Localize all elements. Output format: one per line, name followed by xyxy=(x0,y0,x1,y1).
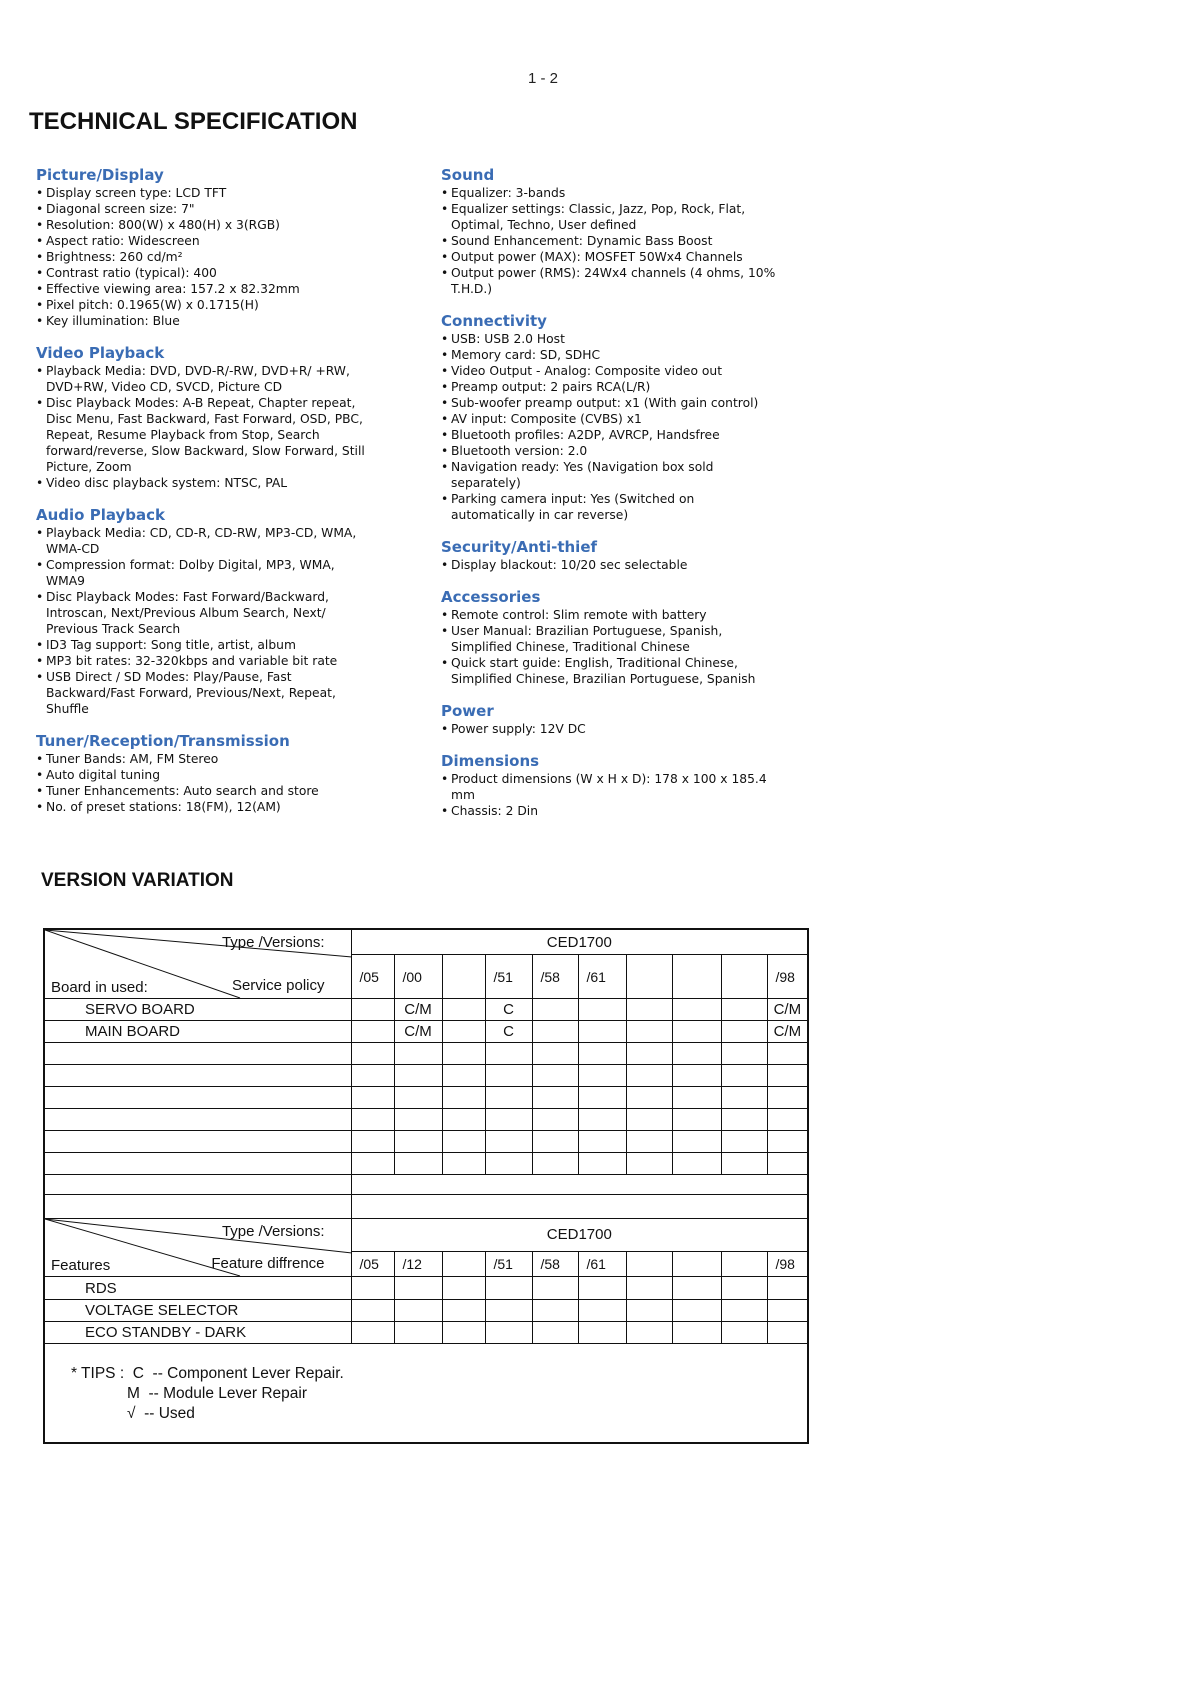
table-row xyxy=(44,1322,808,1344)
version-header xyxy=(672,955,721,999)
spec-item: • Quick start guide: English, Traditional Chinese, Simplified Chinese, Brazilian Portuguese, Spanish xyxy=(441,655,781,687)
table-cell xyxy=(626,1322,672,1344)
spec-item: • AV input: Composite (CVBS) x1 xyxy=(441,411,781,427)
version-header xyxy=(721,955,767,999)
spec-item: • Remote control: Slim remote with battery xyxy=(441,607,781,623)
spec-item: • Output power (MAX): MOSFET 50Wx4 Channels xyxy=(441,249,781,265)
table-cell xyxy=(485,1277,532,1300)
version-variation-title: VERSION VARIATION xyxy=(41,870,234,891)
empty-cell xyxy=(485,1109,532,1131)
spec-list xyxy=(36,751,366,815)
spec-section xyxy=(36,506,366,717)
table-row xyxy=(44,1277,808,1300)
spec-section xyxy=(441,752,781,819)
table-row xyxy=(44,1087,808,1109)
table-row xyxy=(44,1043,808,1065)
empty-cell xyxy=(442,1153,485,1175)
version-header xyxy=(626,955,672,999)
empty-cell xyxy=(351,1087,394,1109)
empty-cell xyxy=(767,1153,808,1175)
empty-cell xyxy=(44,1175,351,1195)
empty-cell xyxy=(394,1109,442,1131)
empty-cell xyxy=(394,1043,442,1065)
empty-cell xyxy=(485,1043,532,1065)
spec-column-left xyxy=(36,166,366,830)
page-number: 1 - 2 xyxy=(528,70,559,87)
empty-cell xyxy=(351,1153,394,1175)
empty-cell xyxy=(626,1065,672,1087)
spec-list xyxy=(441,607,781,687)
spec-item: • ID3 Tag support: Song title, artist, album xyxy=(36,637,366,653)
empty-cell xyxy=(672,1153,721,1175)
empty-cell xyxy=(532,1087,578,1109)
empty-cell xyxy=(485,1087,532,1109)
empty-cell xyxy=(532,1109,578,1131)
table-row xyxy=(44,999,808,1021)
table-cell xyxy=(721,1300,767,1322)
spec-item: • Sound Enhancement: Dynamic Bass Boost xyxy=(441,233,781,249)
empty-merged-cell xyxy=(351,1195,808,1219)
version-header: /58 xyxy=(532,1251,578,1276)
empty-cell xyxy=(767,1043,808,1065)
spec-item: • MP3 bit rates: 32-320kbps and variable bit rate xyxy=(36,653,366,669)
table-cell: C xyxy=(485,999,532,1021)
spec-item: • Display screen type: LCD TFT xyxy=(36,185,366,201)
empty-cell xyxy=(578,1131,626,1153)
tips-line: √ -- Used xyxy=(71,1405,195,1422)
model-name: CED1700 xyxy=(351,1219,808,1252)
spec-list xyxy=(36,363,366,491)
section-heading: Picture/Display xyxy=(36,166,164,184)
version-header xyxy=(721,1251,767,1276)
row-label: SERVO BOARD xyxy=(44,999,351,1021)
empty-cell xyxy=(44,1087,351,1109)
spec-item: • No. of preset stations: 18(FM), 12(AM) xyxy=(36,799,366,815)
table-cell xyxy=(672,1277,721,1300)
table-cell xyxy=(721,1277,767,1300)
spec-section xyxy=(441,312,781,523)
table-cell: C/M xyxy=(767,1021,808,1043)
version-header: /51 xyxy=(485,1251,532,1276)
table-cell xyxy=(672,1322,721,1344)
empty-cell xyxy=(351,1131,394,1153)
table-row xyxy=(44,1344,808,1443)
empty-cell xyxy=(672,1065,721,1087)
section-heading: Tuner/Reception/Transmission xyxy=(36,732,290,750)
table-cell xyxy=(485,1300,532,1322)
table-cell xyxy=(394,1277,442,1300)
empty-cell xyxy=(44,1043,351,1065)
spec-item: • Sub-woofer preamp output: x1 (With gain control) xyxy=(441,395,781,411)
table-row xyxy=(44,1065,808,1087)
spec-item: • Playback Media: CD, CD-R, CD-RW, MP3-CD, WMA, WMA-CD xyxy=(36,525,366,557)
table-cell xyxy=(351,1300,394,1322)
empty-cell xyxy=(626,1043,672,1065)
table-row xyxy=(44,1195,808,1219)
table-cell: C xyxy=(485,1021,532,1043)
empty-cell xyxy=(626,1131,672,1153)
table-cell xyxy=(394,1300,442,1322)
table-cell xyxy=(626,1021,672,1043)
table-cell xyxy=(394,1322,442,1344)
empty-cell xyxy=(44,1153,351,1175)
model-name: CED1700 xyxy=(351,929,808,955)
table-cell xyxy=(721,999,767,1021)
spec-list xyxy=(441,771,781,819)
spec-item: • Disc Playback Modes: A-B Repeat, Chapter repeat, Disc Menu, Fast Backward, Fast Forward, OSD, PBC, Repeat, Resume Playback from Stop, Search forward/reverse, Slow Backward, Slow Forward, Still Picture, Zoom xyxy=(36,395,366,475)
spec-item: • Chassis: 2 Din xyxy=(441,803,781,819)
spec-list xyxy=(36,525,366,717)
tips-line: * TIPS : C -- Component Lever Repair. xyxy=(71,1365,344,1382)
table-cell xyxy=(578,1021,626,1043)
table-cell xyxy=(578,1300,626,1322)
empty-cell xyxy=(442,1109,485,1131)
table-row xyxy=(44,1219,808,1252)
spec-item: • Playback Media: DVD, DVD-R/-RW, DVD+R/ +RW, DVD+RW, Video CD, SVCD, Picture CD xyxy=(36,363,366,395)
spec-item: • Bluetooth version: 2.0 xyxy=(441,443,781,459)
version-header: /98 xyxy=(767,1251,808,1276)
spec-item: • Pixel pitch: 0.1965(W) x 0.1715(H) xyxy=(36,297,366,313)
spec-item: • Equalizer settings: Classic, Jazz, Pop, Rock, Flat, Optimal, Techno, User defined xyxy=(441,201,781,233)
spec-item: • Resolution: 800(W) x 480(H) x 3(RGB) xyxy=(36,217,366,233)
table-cell xyxy=(767,1277,808,1300)
spec-item: • Brightness: 260 cd/m² xyxy=(36,249,366,265)
spec-item: • Parking camera input: Yes (Switched on automatically in car reverse) xyxy=(441,491,781,523)
table-cell: C/M xyxy=(394,999,442,1021)
spec-item: • Video disc playback system: NTSC, PAL xyxy=(36,475,366,491)
version-header: /98 xyxy=(767,955,808,999)
table-cell xyxy=(767,1322,808,1344)
empty-cell xyxy=(721,1109,767,1131)
table-cell xyxy=(672,999,721,1021)
version-header: /05 xyxy=(351,1251,394,1276)
version-header: /12 xyxy=(394,1251,442,1276)
spec-item: • Display blackout: 10/20 sec selectable xyxy=(441,557,781,573)
empty-cell xyxy=(532,1131,578,1153)
column-header-label: Service policy xyxy=(231,977,325,994)
table-row xyxy=(44,1153,808,1175)
empty-cell xyxy=(44,1131,351,1153)
table-cell xyxy=(672,1300,721,1322)
empty-cell xyxy=(394,1153,442,1175)
empty-cell xyxy=(485,1131,532,1153)
empty-merged-cell xyxy=(351,1175,808,1195)
table-cell xyxy=(351,1277,394,1300)
spec-section xyxy=(441,588,781,687)
table-cell xyxy=(485,1322,532,1344)
empty-cell xyxy=(578,1043,626,1065)
spec-list xyxy=(441,721,781,737)
empty-cell xyxy=(578,1087,626,1109)
spec-item: • Output power (RMS): 24Wx4 channels (4 ohms, 10% T.H.D.) xyxy=(441,265,781,297)
table-cell xyxy=(351,999,394,1021)
table-row xyxy=(44,1175,808,1195)
version-header xyxy=(442,1251,485,1276)
empty-cell xyxy=(721,1043,767,1065)
empty-cell xyxy=(626,1087,672,1109)
empty-cell xyxy=(442,1131,485,1153)
type-versions-label: Type /Versions: xyxy=(221,1223,325,1240)
empty-cell xyxy=(672,1131,721,1153)
page-title: TECHNICAL SPECIFICATION xyxy=(29,108,358,135)
table-cell xyxy=(626,1300,672,1322)
tips-line: M -- Module Lever Repair xyxy=(71,1385,308,1402)
section-heading: Connectivity xyxy=(441,312,547,330)
spec-list xyxy=(441,557,781,573)
section-heading: Dimensions xyxy=(441,752,540,770)
empty-cell xyxy=(394,1131,442,1153)
table-cell xyxy=(626,999,672,1021)
spec-column-right xyxy=(441,166,781,834)
type-versions-label: Type /Versions: xyxy=(221,934,325,951)
empty-cell xyxy=(394,1087,442,1109)
empty-cell xyxy=(721,1153,767,1175)
empty-cell xyxy=(351,1043,394,1065)
version-header: /00 xyxy=(394,955,442,999)
table-cell xyxy=(532,1021,578,1043)
table-cell xyxy=(672,1021,721,1043)
empty-cell xyxy=(767,1109,808,1131)
section-heading: Accessories xyxy=(441,588,541,606)
empty-cell xyxy=(721,1131,767,1153)
empty-cell xyxy=(721,1087,767,1109)
spec-section xyxy=(441,702,781,737)
version-header xyxy=(442,955,485,999)
tips-cell xyxy=(44,1344,808,1443)
row-label: ECO STANDBY - DARK xyxy=(44,1322,351,1344)
spec-item: • Video Output - Analog: Composite video out xyxy=(441,363,781,379)
empty-cell xyxy=(672,1043,721,1065)
version-header xyxy=(672,1251,721,1276)
empty-cell xyxy=(626,1109,672,1131)
version-header: /61 xyxy=(578,1251,626,1276)
empty-cell xyxy=(721,1065,767,1087)
spec-item: • USB Direct / SD Modes: Play/Pause, Fast Backward/Fast Forward, Previous/Next, Repeat, Shuffle xyxy=(36,669,366,717)
section-heading: Sound xyxy=(441,166,495,184)
table-cell xyxy=(578,1277,626,1300)
table-row xyxy=(44,929,808,955)
table-cell xyxy=(532,999,578,1021)
empty-cell xyxy=(44,1109,351,1131)
spec-item: • Navigation ready: Yes (Navigation box sold separately) xyxy=(441,459,781,491)
spec-item: • Memory card: SD, SDHC xyxy=(441,347,781,363)
spec-item: • Compression format: Dolby Digital, MP3, WMA, WMA9 xyxy=(36,557,366,589)
spec-item: • User Manual: Brazilian Portuguese, Spanish, Simplified Chinese, Traditional Chinese xyxy=(441,623,781,655)
table-cell xyxy=(442,1277,485,1300)
table-cell xyxy=(626,1277,672,1300)
empty-cell xyxy=(351,1065,394,1087)
table-cell xyxy=(721,1021,767,1043)
spec-section xyxy=(36,732,366,815)
section-heading: Power xyxy=(441,702,494,720)
empty-cell xyxy=(442,1087,485,1109)
empty-cell xyxy=(672,1087,721,1109)
spec-item: • Power supply: 12V DC xyxy=(441,721,781,737)
version-header: /51 xyxy=(485,955,532,999)
table-cell: C/M xyxy=(767,999,808,1021)
spec-item: • USB: USB 2.0 Host xyxy=(441,331,781,347)
empty-cell xyxy=(767,1131,808,1153)
empty-cell xyxy=(485,1065,532,1087)
spec-item: • Tuner Enhancements: Auto search and store xyxy=(36,783,366,799)
empty-cell xyxy=(767,1065,808,1087)
diagonal-header-cell xyxy=(44,929,351,999)
empty-cell xyxy=(626,1153,672,1175)
spec-section xyxy=(36,344,366,491)
empty-cell xyxy=(767,1087,808,1109)
empty-cell xyxy=(44,1195,351,1219)
table-cell xyxy=(442,1300,485,1322)
empty-cell xyxy=(578,1065,626,1087)
section-heading: Audio Playback xyxy=(36,506,165,524)
empty-cell xyxy=(351,1109,394,1131)
version-header xyxy=(626,1251,672,1276)
section-heading: Security/Anti-thief xyxy=(441,538,598,556)
table-cell xyxy=(532,1300,578,1322)
spec-list xyxy=(441,185,781,297)
spec-item: • Key illumination: Blue xyxy=(36,313,366,329)
spec-list xyxy=(36,185,366,329)
empty-cell xyxy=(442,1043,485,1065)
spec-item: • Bluetooth profiles: A2DP, AVRCP, Handsfree xyxy=(441,427,781,443)
spec-section xyxy=(441,538,781,573)
table-cell xyxy=(721,1322,767,1344)
spec-item: • Diagonal screen size: 7" xyxy=(36,201,366,217)
empty-cell xyxy=(442,1065,485,1087)
table-cell xyxy=(532,1277,578,1300)
table-row xyxy=(44,1131,808,1153)
spec-item: • Contrast ratio (typical): 400 xyxy=(36,265,366,281)
diagonal-header-cell xyxy=(44,1219,351,1277)
spec-item: • Effective viewing area: 157.2 x 82.32mm xyxy=(36,281,366,297)
spec-item: • Preamp output: 2 pairs RCA(L/R) xyxy=(441,379,781,395)
empty-cell xyxy=(532,1065,578,1087)
spec-item: • Aspect ratio: Widescreen xyxy=(36,233,366,249)
table-row xyxy=(44,1109,808,1131)
row-header-label: Board in used: xyxy=(51,979,148,996)
spec-item: • Disc Playback Modes: Fast Forward/Backward, Introscan, Next/Previous Album Search, Next/ Previous Track Search xyxy=(36,589,366,637)
empty-cell xyxy=(485,1153,532,1175)
table-cell xyxy=(442,1021,485,1043)
row-label: RDS xyxy=(44,1277,351,1300)
version-variation-table xyxy=(43,928,809,1444)
spec-item: • Tuner Bands: AM, FM Stereo xyxy=(36,751,366,767)
spec-section xyxy=(36,166,366,329)
version-header: /05 xyxy=(351,955,394,999)
table-cell xyxy=(351,1021,394,1043)
table-cell xyxy=(578,1322,626,1344)
empty-cell xyxy=(532,1153,578,1175)
table-row xyxy=(44,1021,808,1043)
table-cell xyxy=(442,999,485,1021)
spec-section xyxy=(441,166,781,297)
empty-cell xyxy=(578,1109,626,1131)
spec-item: • Auto digital tuning xyxy=(36,767,366,783)
table-cell xyxy=(578,999,626,1021)
table-cell xyxy=(532,1322,578,1344)
spec-item: • Product dimensions (W x H x D): 178 x 100 x 185.4 mm xyxy=(441,771,781,803)
version-header: /58 xyxy=(532,955,578,999)
empty-cell xyxy=(394,1065,442,1087)
row-label: MAIN BOARD xyxy=(44,1021,351,1043)
row-label: VOLTAGE SELECTOR xyxy=(44,1300,351,1322)
empty-cell xyxy=(44,1065,351,1087)
empty-cell xyxy=(578,1153,626,1175)
section-heading: Video Playback xyxy=(36,344,165,362)
spec-item: • Equalizer: 3-bands xyxy=(441,185,781,201)
table-cell xyxy=(442,1322,485,1344)
table-cell: C/M xyxy=(394,1021,442,1043)
column-header-label: Feature diffrence xyxy=(211,1255,325,1272)
row-header-label: Features xyxy=(51,1257,111,1274)
spec-list xyxy=(441,331,781,523)
table-cell xyxy=(351,1322,394,1344)
empty-cell xyxy=(532,1043,578,1065)
empty-cell xyxy=(672,1109,721,1131)
version-header: /61 xyxy=(578,955,626,999)
table-cell xyxy=(767,1300,808,1322)
table-row xyxy=(44,1300,808,1322)
